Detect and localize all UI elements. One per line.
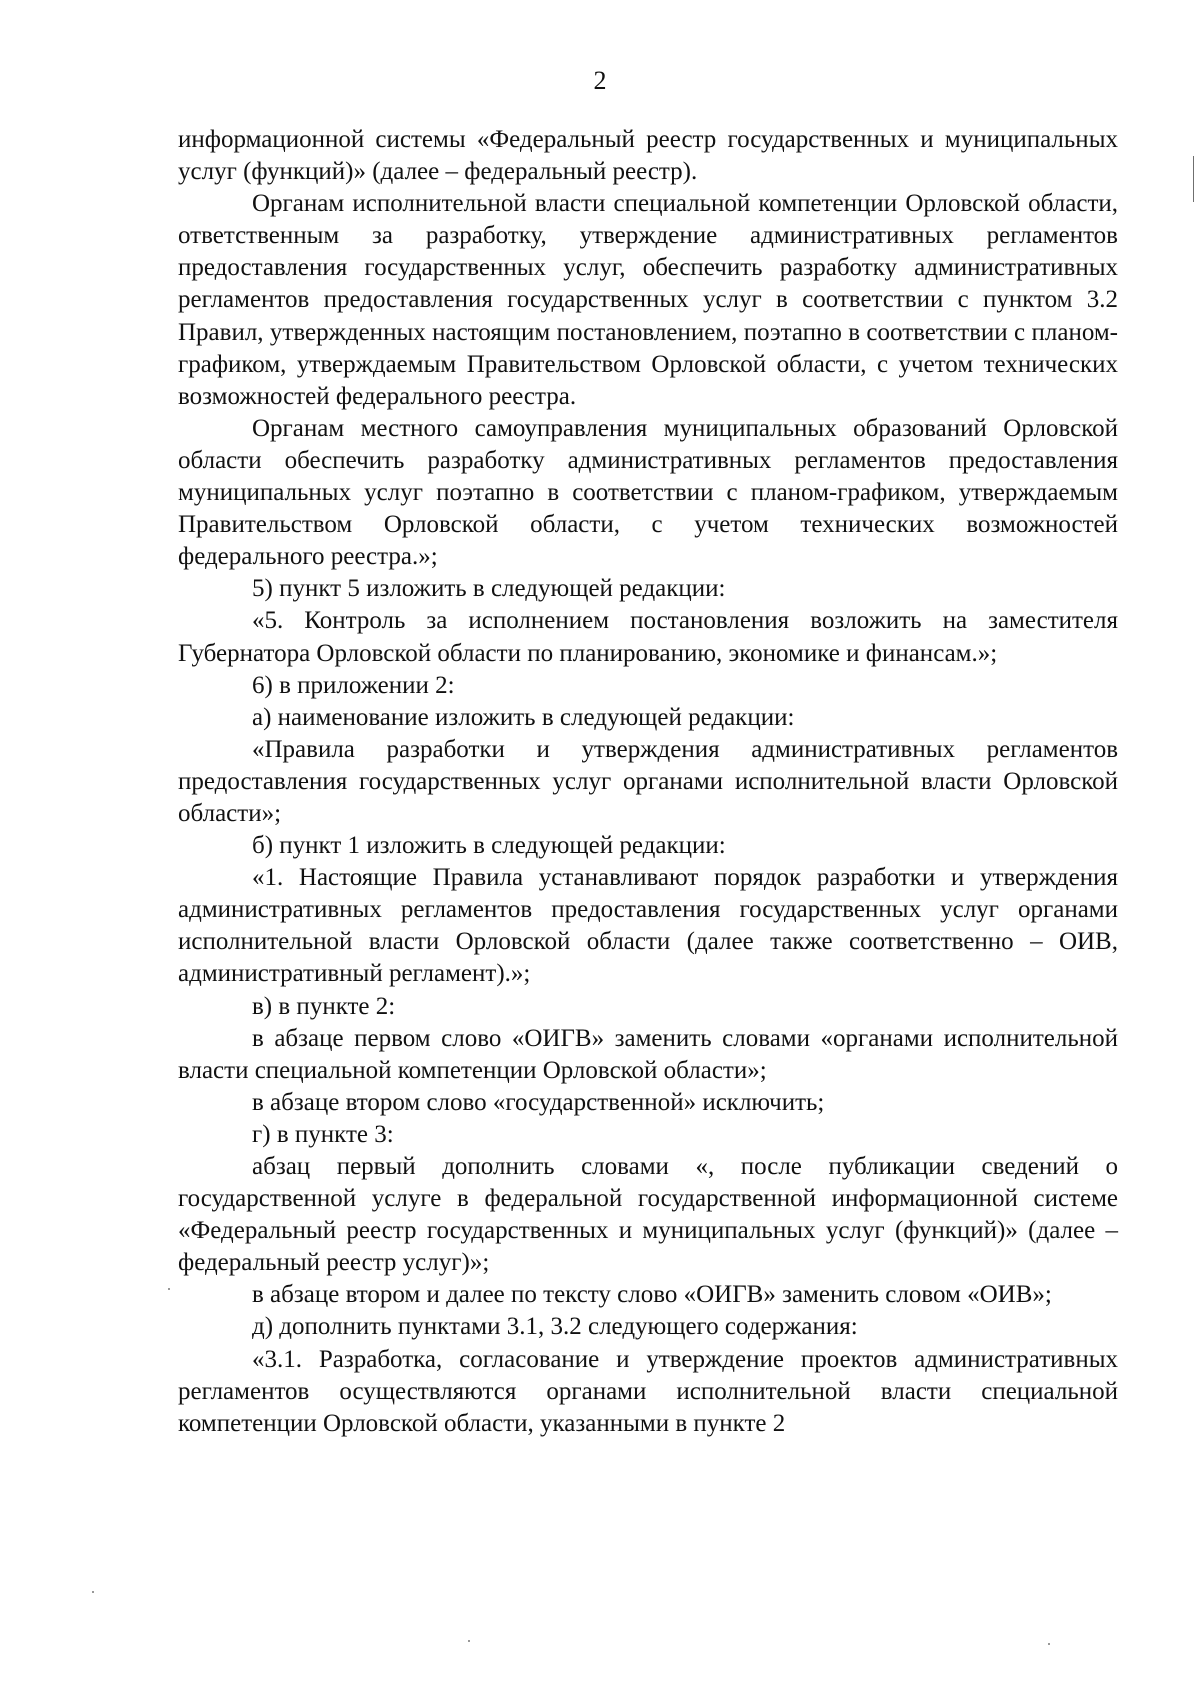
scan-margin-mark bbox=[1193, 156, 1194, 202]
scan-speck bbox=[1048, 1643, 1050, 1645]
scan-speck bbox=[168, 1288, 170, 1290]
paragraph: Органам исполнительной власти специальной компетенции Орловской области, ответственным за разработку, утверждение административных регламентов предоставления государственных услуг, обеспечить разработку административных регламентов предоставления государственных услуг в соответствии с пунктом 3.2 Правил, утвержденных настоящим постановлением, поэтапно в соответствии с планом-графиком, утверждаемым Правительством Орловской области, с учетом технических возможностей федерального реестра. bbox=[178, 190, 1118, 410]
paragraph: Органам местного самоуправления муниципальных образований Орловской области обеспечить разработку административных регламентов предоставления муниципальных услуг поэтапно в соответствии с планом-графиком, утверждаемым Правительством Орловской области, с учетом технических возможностей федерального реестра.»; bbox=[178, 414, 1118, 571]
paragraph: абзац первый дополнить словами «, после публикации сведений о государственной услуге в федеральной государственной информационной системе «Федеральный реестр государственных и муниципальных услуг (функций)» (далее – федеральный реестр услуг)»; bbox=[178, 1153, 1118, 1277]
paragraph: 6) в приложении 2: bbox=[252, 671, 455, 699]
paragraph: в) в пункте 2: bbox=[252, 992, 396, 1020]
paragraph: 5) пункт 5 изложить в следующей редакции: bbox=[252, 575, 726, 603]
paragraph: в абзаце втором слово «государственной» исключить; bbox=[252, 1088, 825, 1116]
paragraph: д) дополнить пунктами 3.1, 3.2 следующего содержания: bbox=[252, 1313, 858, 1341]
paragraph: г) в пункте 3: bbox=[252, 1120, 394, 1148]
paragraph: «5. Контроль за исполнением постановления возложить на заместителя Губернатора Орловской области по планированию, экономике и финансам.»; bbox=[178, 607, 1118, 667]
paragraph: «1. Настоящие Правила устанавливают порядок разработки и утверждения административных регламентов предоставления государственных услуг органами исполнительной власти Орловской области (далее также соответственно – ОИВ, административный регламент).»; bbox=[178, 864, 1118, 988]
paragraph: «3.1. Разработка, согласование и утверждение проектов административных регламентов осуществляются органами исполнительной власти специальной компетенции Орловской области, указанными в пункте 2 bbox=[178, 1345, 1118, 1437]
paragraph: «Правила разработки и утверждения административных регламентов предоставления государственных услуг органами исполнительной власти Орловской области»; bbox=[178, 735, 1118, 827]
page-number: 2 bbox=[593, 66, 607, 95]
paragraph: б) пункт 1 изложить в следующей редакции: bbox=[252, 832, 726, 860]
paragraph: в абзаце втором и далее по тексту слово «ОИГВ» заменить словом «ОИВ»; bbox=[252, 1281, 1052, 1309]
paragraph: в абзаце первом слово «ОИГВ» заменить словами «органами исполнительной власти специальной компетенции Орловской области»; bbox=[178, 1024, 1118, 1084]
scan-speck bbox=[92, 1591, 94, 1593]
document-body bbox=[178, 124, 1118, 1440]
paragraph: а) наименование изложить в следующей редакции: bbox=[252, 703, 795, 731]
scan-speck bbox=[468, 1640, 470, 1642]
paragraph-continuation: информационной системы «Федеральный реестр государственных и муниципальных услуг (функций)» (далее – федеральный реестр). bbox=[178, 126, 1118, 186]
